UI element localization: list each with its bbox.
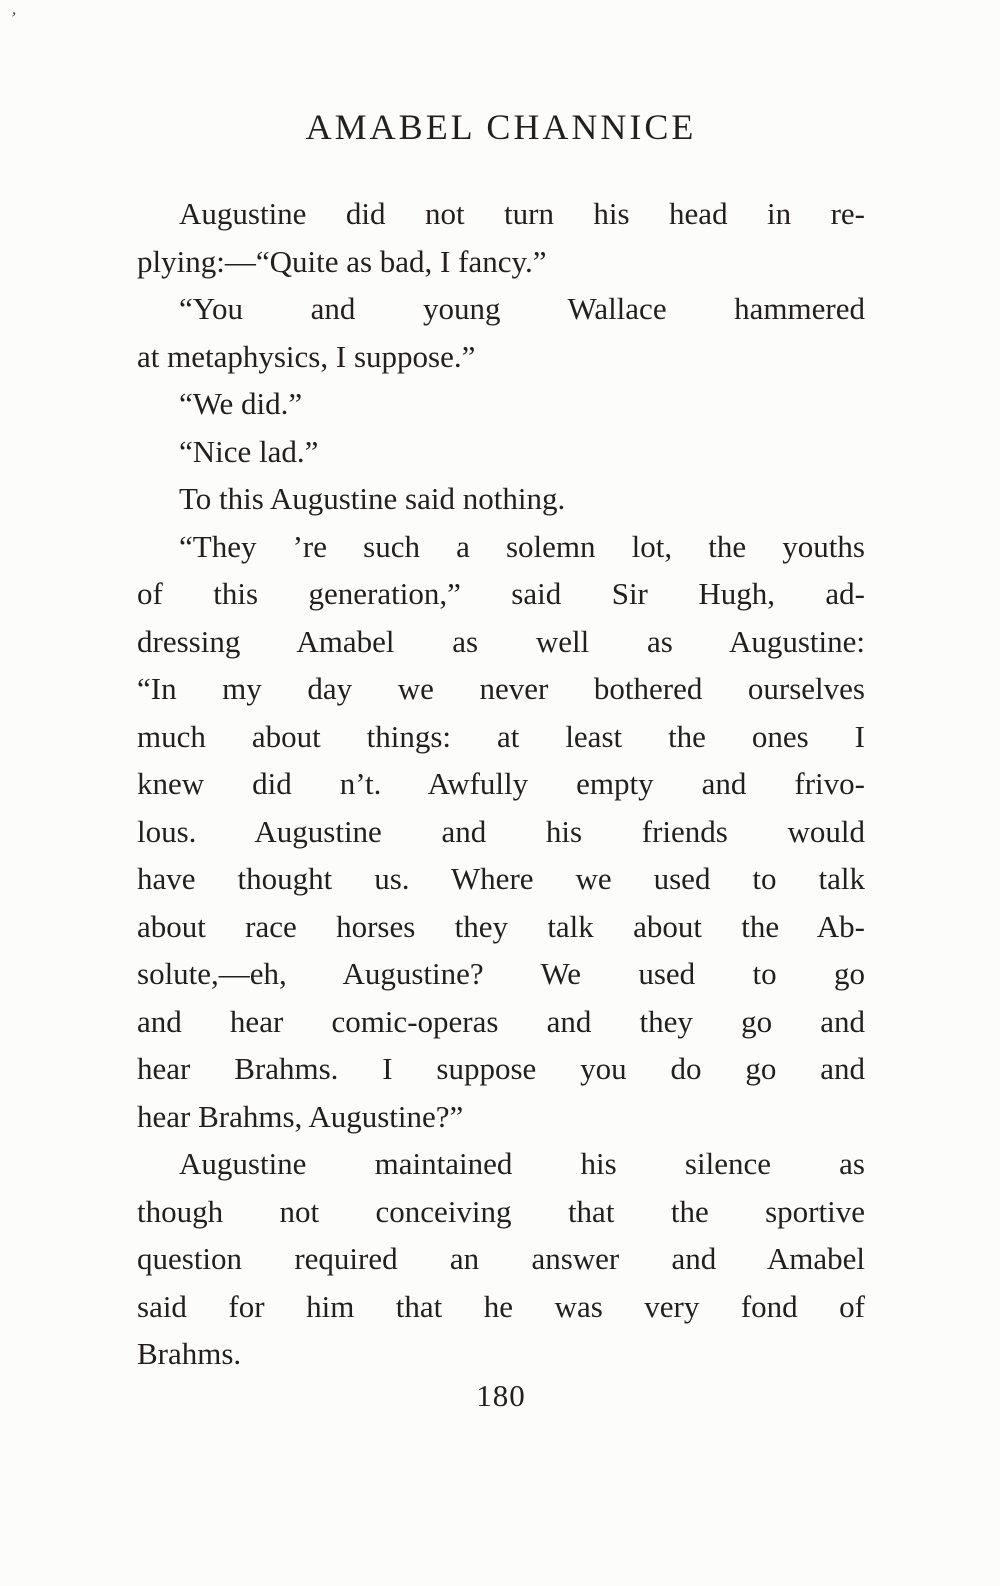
text-line: lous. Augustine and his friends would	[137, 813, 865, 849]
paragraph	[137, 285, 865, 380]
text-line: Augustine did not turn his head in re-	[179, 196, 865, 231]
text-line: Augustine maintained his silence as	[179, 1146, 865, 1181]
paragraph	[137, 475, 865, 523]
text-line: though not conceiving that the sportive	[137, 1193, 865, 1229]
text-line: of this generation,” said Sir Hugh, ad-	[137, 576, 865, 611]
paragraph	[137, 190, 865, 285]
text-line: much about things: at least the ones I	[137, 718, 865, 754]
text-line: plying:—“Quite as bad, I fancy.”	[137, 243, 547, 279]
text-line: at metaphysics, I suppose.”	[137, 338, 476, 374]
paragraph	[137, 1140, 865, 1378]
text-line: hear Brahms, Augustine?”	[137, 1098, 464, 1134]
text-line: “We did.”	[179, 386, 303, 421]
text-line: question required an answer and Amabel	[137, 1241, 865, 1276]
page-number: 180	[476, 1378, 526, 1413]
text-line: knew did n’t. Awfully empty and frivo-	[137, 766, 865, 801]
text-line: about race horses they talk about the Ab-	[137, 908, 865, 944]
text-line: have thought us. Where we used to talk	[137, 861, 865, 896]
text-line: and hear comic-operas and they go and	[137, 1003, 865, 1039]
text-line: dressing Amabel as well as Augustine:	[137, 623, 865, 659]
text-line: Brahms.	[137, 1336, 242, 1371]
paragraph	[137, 380, 865, 428]
text-line: “Nice lad.”	[179, 433, 319, 469]
text-line: “In my day we never bothered ourselves	[137, 671, 865, 706]
scan-speck-mark: ’	[8, 7, 19, 29]
paragraph	[137, 523, 865, 1141]
text-line: “They ’re such a solemn lot, the youths	[179, 528, 865, 564]
text-line: “You and young Wallace hammered	[179, 291, 865, 326]
paragraph	[137, 428, 865, 476]
text-line: said for him that he was very fond of	[137, 1288, 865, 1324]
text-line: To this Augustine said nothing.	[179, 481, 566, 516]
page-title: AMABEL CHANNICE	[305, 107, 697, 147]
text-line: hear Brahms. I suppose you do go and	[137, 1051, 865, 1086]
text-line: solute,—eh, Augustine? We used to go	[137, 956, 865, 991]
text-block	[137, 190, 865, 1378]
